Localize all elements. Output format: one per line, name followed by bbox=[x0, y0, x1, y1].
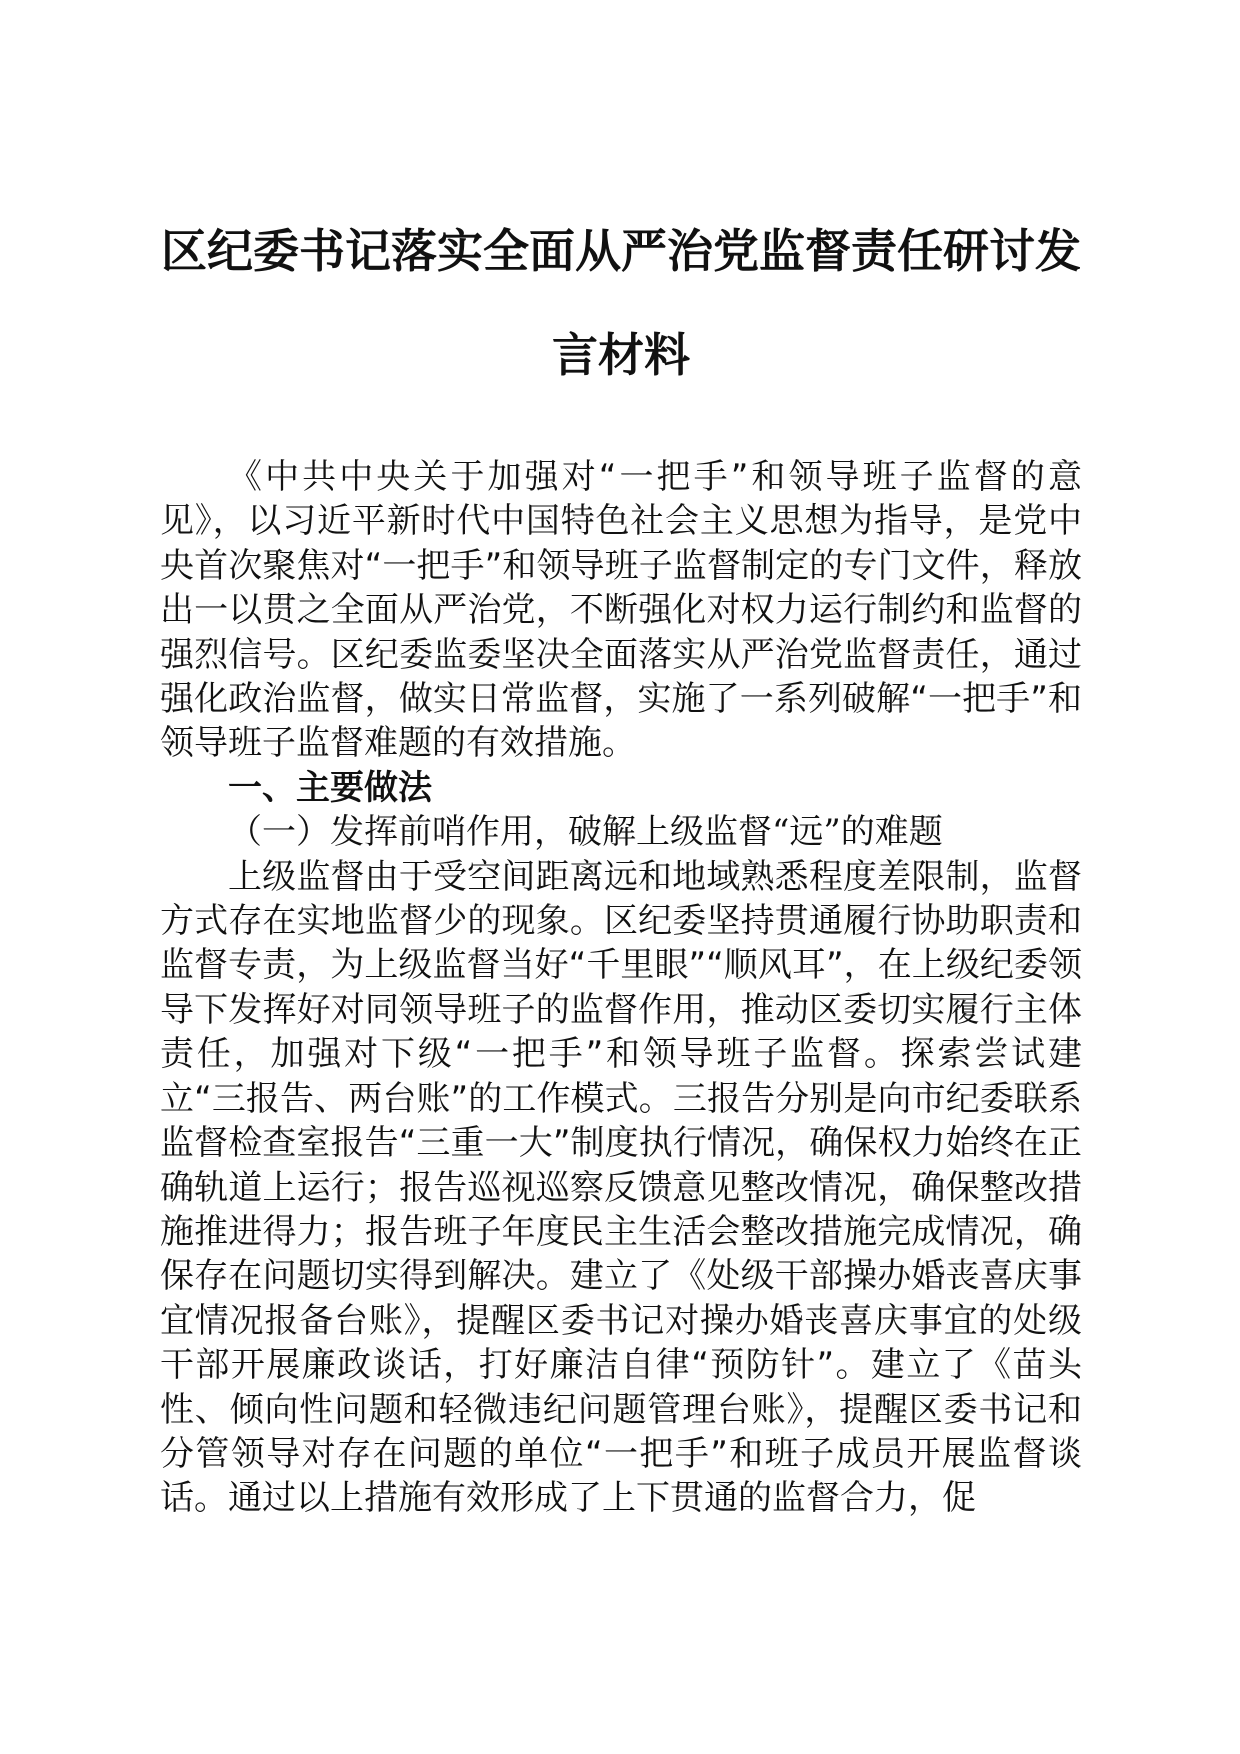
section-heading-main-practices: 一、主要做法 bbox=[228, 767, 432, 808]
document-title bbox=[160, 224, 1082, 382]
subsection-heading-1: （一）发挥前哨作用，破解上级监督“远”的难题 bbox=[228, 812, 943, 853]
intro-paragraph: 《中共中央关于加强对“一把手”和领导班子监督的意见》，以习近平新时代中国特色社会主义思想为指导，是党中央首次聚焦对“一把手”和领导班子监督制定的专门文件，释放出一以贯之全面从严治党，不断强化对权力运行制约和监督的 强烈信号。区纪委监委坚决全面落实从严治党监督责任，通过强化政治监督，做实日常监督，实施了一系列破解“一把手”和领导班子监督难题的有效措施。 bbox=[160, 457, 1082, 764]
title-line-2: 言材料 bbox=[552, 328, 690, 382]
body-paragraph-1: 上级监督由于受空间距离远和地域熟悉程度差限制，监督方式存在实地监督少的现象。区纪委坚持贯通履行协助职责和监督专责，为上级监督当好“千里眼”“顺风耳”，在上级纪委领导下发挥好对同领导班子的监督作用，推动区委切实履行主体责任，加强对下级“一把手”和领导班子监督。探索尝试建立“三报告、两台账”的工作模式。三报告分别是向市纪委联系监督检查室报告“三重一大”制度执行情况，确保权力始终在正确轨道上运行；报告巡视巡察反馈意见整改情况，确保整改措施推进得力；报告班子年度民主生活会整改措施完成情况，确保存在问题切实得到解决。建立了《处级干部操办婚丧喜庆事宜情况报备台账》，提醒区委书记对操办婚丧喜庆事宜的处级干部开展廉政谈话，打好廉洁自律“预防针”。建立了《苗头性、倾向性问题和轻微违纪问题管理台账》，提醒区委书记和分管领导对存在问题的单位“一把手”和班子成员开展监督谈话。通过以上措施有效形成了上下贯通的监督合力，促 bbox=[160, 856, 1082, 1519]
document-page bbox=[160, 224, 1082, 1521]
title-line-1: 区纪委书记落实全面从严治党监督责任研讨发 bbox=[161, 224, 1081, 278]
document-body bbox=[160, 455, 1082, 1521]
